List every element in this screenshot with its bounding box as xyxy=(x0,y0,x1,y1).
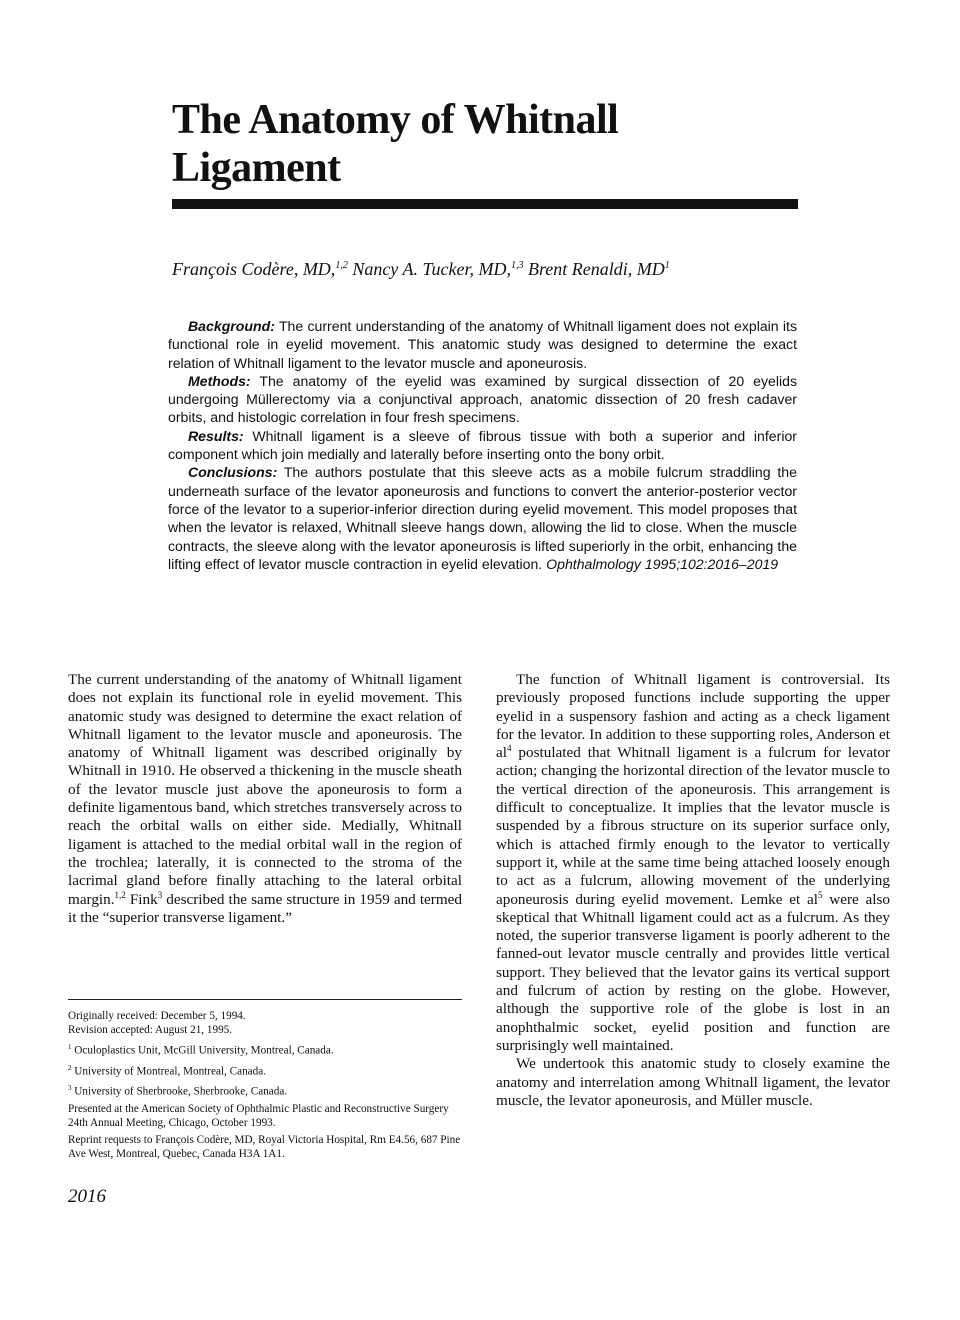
author-affiliation-ref: 1,2 xyxy=(335,260,348,271)
affiliation-number: 1 xyxy=(68,1043,72,1051)
body-text: described the same structure in 1959 and termed it the “superior transverse ligament.” xyxy=(68,890,462,926)
body-text: Fink xyxy=(125,890,158,908)
author-affiliation-ref: 1 xyxy=(664,260,670,271)
abstract-text: The anatomy of the eyelid was examined by surgical dissection of 20 eyelids undergoing Müllerectomy via a conjunctival approach, anatomic dissection of 20 fresh cadaver orbits, and histologic correlation in four fresh specimens. xyxy=(168,372,797,426)
body-paragraph: We undertook this anatomic study to closely examine the anatomy and interrelation among Whitnall ligament, the levator muscle, the levator aponeurosis, and Müller muscle. xyxy=(496,1055,890,1109)
abstract-text: The authors postulate that this sleeve acts as a mobile fulcrum straddling the underneath surface of the levator aponeurosis and functions to convert the anterior-posterior vector force of the levator to a superior-inferior direction during eyelid movement. This model proposes that when the levator is relaxed, Whitnall sleeve hangs down, allowing the lid to close. When the muscle contracts, the sleeve along with the levator aponeurosis is lifted superiorly in the orbit, enhancing the lifting effect of levator muscle contraction in eyelid elevation. xyxy=(168,464,797,572)
footnote-presented: Presented at the American Society of Ophthalmic Plastic and Reconstructive Surgery 24th Annual Meeting, Chicago, October 1993. xyxy=(68,1103,449,1130)
abstract-text: Whitnall ligament is a sleeve of fibrous tissue with both a superior and inferior component which join medially and laterally before inserting onto the bony orbit. xyxy=(168,427,798,463)
footnotes xyxy=(68,1009,462,1164)
abstract xyxy=(168,317,797,573)
author-name: Nancy A. Tucker, MD, xyxy=(352,259,511,279)
abstract-methods xyxy=(168,372,797,427)
body-text: were also skeptical that Whitnall ligament could act as a fulcrum. As they noted, the superior transverse ligament is poorly adherent to the fanned-out levator muscle centrally and provides little vertical support. They believed that the levator gains its vertical support and fulcrum of action by resting on the globe. However, although the supportive role of the globe is lost in an anophthalmic socket, eyelid position and function are surprisingly well maintained. xyxy=(496,890,890,1054)
author-line xyxy=(172,254,792,281)
abstract-label: Methods: xyxy=(188,372,251,389)
affiliation-text: Oculoplastics Unit, McGill University, Montreal, Canada. xyxy=(74,1044,334,1057)
abstract-label: Conclusions: xyxy=(188,464,278,481)
author-name: Brent Renaldi, MD xyxy=(527,259,665,279)
reference-superscript: 4 xyxy=(506,743,512,754)
footnote-divider xyxy=(68,999,462,1000)
body-column-right xyxy=(496,671,890,1110)
reference-superscript: 3 xyxy=(157,889,163,900)
abstract-text: The current understanding of the anatomy of Whitnall ligament does not explain its functional role in eyelid movement. This anatomic study was designed to determine the exact relation of Whitnall ligament to the levator muscle and aponeurosis. xyxy=(168,318,797,371)
footnote-affiliation xyxy=(68,1081,462,1099)
author-name: François Codère, MD, xyxy=(172,259,336,279)
affiliation-number: 3 xyxy=(68,1084,72,1093)
abstract-results xyxy=(168,427,797,464)
author-affiliation-ref: 1,3 xyxy=(510,260,524,271)
abstract-label: Results: xyxy=(188,427,244,444)
abstract-background xyxy=(168,317,797,372)
reference-superscript: 1,2 xyxy=(114,889,126,900)
affiliation-text: University of Montreal, Montreal, Canada. xyxy=(74,1065,266,1078)
footnote-affiliation xyxy=(68,1061,462,1079)
body-text: The function of Whitnall ligament is controversial. Its previously proposed functions include supporting the upper eyelid in a suspensory fashion and acting as a check ligament for the levator. In addition to these supporting roles, Anderson et al xyxy=(496,671,890,762)
footnote-affiliation xyxy=(68,1040,462,1058)
footnote-received: Originally received: December 5, 1994. xyxy=(68,1010,246,1022)
footnote-reprint: Reprint requests to François Codère, MD, Royal Victoria Hospital, Rm E4.56, 687 Pine Ave West, Montreal, Quebec, Canada H3A 1A1. xyxy=(68,1134,461,1161)
abstract-label: Background: xyxy=(188,318,275,334)
body-paragraph xyxy=(68,671,462,927)
affiliation-text: University of Sherbrooke, Sherbrooke, Canada. xyxy=(74,1086,288,1099)
reference-superscript: 5 xyxy=(817,889,823,900)
body-text: The current understanding of the anatomy of Whitnall ligament does not explain its functional role in eyelid movement. This anatomic study was designed to determine the exact relation of Whitnall ligament to the levator muscle and aponeurosis. The anatomy of Whitnall ligament was described originally by Whitnall in 1910. He observed a thickening in the muscle sheath of the levator muscle just above the aponeurosis to form a definite ligamentous band, which stretches transversely across to reach the orbital walls on either side. Medially, Whitnall ligament is attached to the medial orbital wall in the region of the trochlea; laterally, it is connected to the stroma of the lacrimal gland before finally attaching to the lateral orbital margin. xyxy=(68,671,462,908)
body-text: postulated that Whitnall ligament is a fulcrum for levator action; changing the horizontal direction of the levator muscle to the vertical direction of the aponeurosis. This arrangement is difficult to conceptualize. It implies that the levator muscle is suspended by a fibrous structure on its superior surface only, which is attached firmly enough to the levator to vertically support it, while at the same time being attached loosely enough to act as a fulcrum, allowing movement of the underlying aponeurosis during eyelid movement. Lemke et al xyxy=(496,744,890,908)
body-paragraph xyxy=(496,671,890,1055)
article-title: The Anatomy of Whitnall Ligament xyxy=(172,97,619,191)
title-rule xyxy=(172,199,798,209)
abstract-conclusions xyxy=(168,463,797,573)
page-number: 2016 xyxy=(68,1186,106,1207)
footnote-accepted: Revision accepted: August 21, 1995. xyxy=(68,1024,233,1036)
body-column-left xyxy=(68,671,462,927)
affiliation-number: 2 xyxy=(68,1063,72,1072)
journal-citation: Ophthalmology 1995;102:2016–2019 xyxy=(546,555,779,572)
